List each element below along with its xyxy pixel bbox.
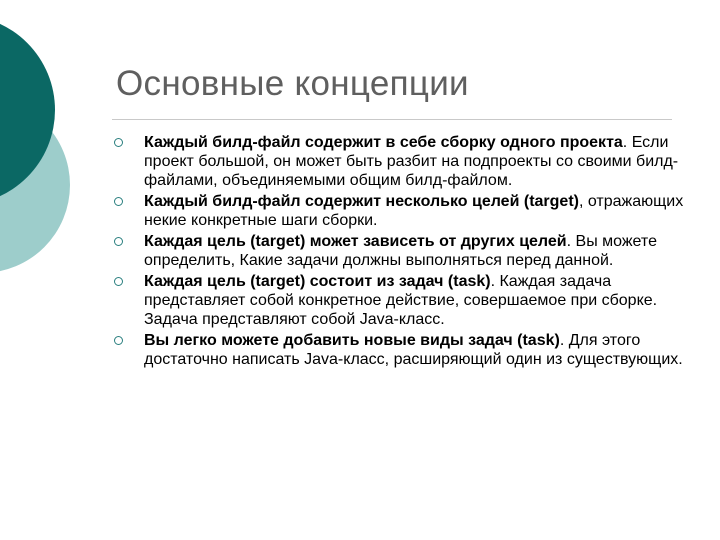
- bullet-bold-text: Каждый билд-файл содержит в себе сборку одного проекта: [144, 134, 623, 151]
- bullet-bold-text: Каждый билд-файл содержит несколько целей (target): [144, 193, 579, 210]
- bullet-text: . Вы можете определить, Какие задачи должны выполняться перед данной.: [144, 233, 657, 269]
- bullet-text: . Для этого достаточно написать Java-класс, расширяющий один из существующих.: [144, 332, 683, 368]
- circle-bullet-icon: [114, 197, 123, 206]
- title-divider: [112, 119, 672, 120]
- bullet-bold-text: Вы легко можете добавить новые виды задач (task): [144, 332, 560, 349]
- list-item: [112, 133, 692, 190]
- slide-title: Основные концепции: [116, 64, 469, 103]
- bullet-list: [112, 133, 692, 371]
- bullet-text: . Если проект большой, он может быть разбит на подпроекты со своими билд-файлами, объединяемыми общим билд-файлом.: [144, 134, 679, 189]
- circle-bullet-icon: [114, 336, 123, 345]
- circle-bullet-icon: [114, 237, 123, 246]
- circle-bullet-icon: [114, 138, 123, 147]
- bullet-text: . Каждая задача представляет собой конкретное действие, совершаемое при сборке. Задача представляют собой Java-класс.: [144, 273, 658, 328]
- circle-bullet-icon: [114, 277, 123, 286]
- bullet-text: , отражающих некие конкретные шаги сборки.: [144, 193, 684, 229]
- decorative-circles: [0, 0, 120, 300]
- list-item: [112, 232, 692, 270]
- list-item: [112, 331, 692, 369]
- bullet-bold-text: Каждая цель (target) может зависеть от других целей: [144, 233, 567, 250]
- list-item: [112, 272, 692, 329]
- list-item: [112, 192, 692, 230]
- bullet-bold-text: Каждая цель (target) состоит из задач (task): [144, 273, 491, 290]
